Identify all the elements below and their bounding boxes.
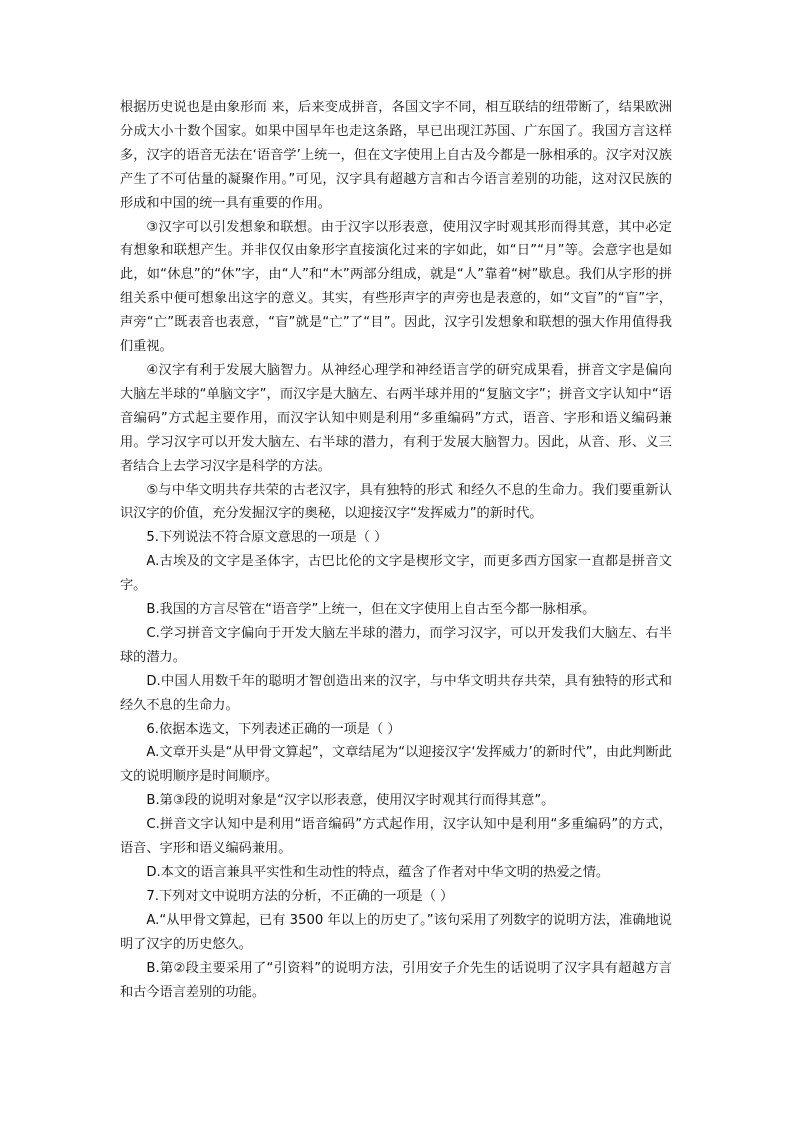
paragraph: 根据历史说也是由象形而 来，后来变成拼音，各国文字不同，相互联结的纽带断了，结果欧洲分成大小十数个国家。如果中国早年也走这条路，早已出现江苏国、广东国了。我国方言这样多，汉字的语音无法在‘语音学’上统一，但在文字使用上自古及今都是一脉相承的。汉字对汉族产生了不可估量的凝聚作用。”可见，汉字具有超越方言和古今语言差别的功能，这对汉民族的形成和中国的统一具有重要的作用。 xyxy=(120,100,672,211)
question-option: B.第③段的说明对象是“汉字以形表意，使用汉字时观其行而得其意”。 xyxy=(146,793,555,809)
question-option: C.拼音文字认知中是利用“语音编码”方式起作用，汉字认知中是利用“多重编码”的方式，语音、字形和语义编码兼用。 xyxy=(120,817,672,857)
paragraph: ⑤与中华文明共存共荣的古老汉字，具有独特的形式 和经久不息的生命力。我们要重新认识汉字的价值，充分发掘汉字的奥秘，以迎接汉字“发挥威力”的新时代。 xyxy=(120,482,672,522)
paragraph: ③汉字可以引发想象和联想。由于汉字以形表意，使用汉字时观其形而得其意，其中必定有想象和联想产生。并非仅仅由象形字直接演化过来的字如此，如“日”“月”等。会意字也是如此，如“休息”的“休”字，由“人”和“木”两部分组成，就是“人”靠着“树”歇息。我们从字形的拼组关系中便可想象出这字的意义。其实，有些形声字的声旁也是表意的，如“文盲”的“盲”字，声旁“亡”既表音也表意，“盲”就是“亡”了“目”。因此，汉字引发想象和联想的强大作用值得我们重视。 xyxy=(120,219,672,355)
question-stem: 7.下列对文中说明方法的分析，不正确的一项是（ ） xyxy=(146,888,454,904)
question-option: A.“从甲骨文算起，已有 3500 年以上的历史了。”该句采用了列数字的说明方法，准确地说明了汉字的历史悠久。 xyxy=(120,912,672,952)
paragraph: ④汉字有利于发展大脑智力。从神经心理学和神经语言学的研究成果看，拼音文字是偏向大脑左半球的“单脑文字”，而汉字是大脑左、右两半球并用的“复脑文字”；拼音文字认知中“语音编码”方式起主要作用，而汉字认知中则是利用“多重编码”方式，语音、字形和语义编码兼用。学习汉字可以开发大脑左、右半球的潜力，有利于发展大脑智力。因此，从音、形、义三者结合上去学习汉字是科学的方法。 xyxy=(120,362,672,474)
question-stem: 5.下列说法不符合原文意思的一项是（ ） xyxy=(146,530,388,546)
question-stem: 6.依据本选文，下列表述正确的一项是（ ） xyxy=(146,721,401,737)
question-option: D.本文的语言兼具平实性和生动性的特点，蕴含了作者对中华文明的热爱之情。 xyxy=(146,865,610,880)
document-body xyxy=(120,96,672,1004)
question-option: B.我国的方言尽管在“语音学”上统一，但在文字使用上自古至今都一脉相承。 xyxy=(146,602,596,618)
question-option: A.文章开头是“从甲骨文算起”，文章结尾为“以迎接汉字‘发挥威力’的新时代”，由此判断此文的说明顺序是时间顺序。 xyxy=(120,745,672,785)
question-option: D.中国人用数千年的聪明才智创造出来的汉字，与中华文明共存共荣，具有独特的形式和经久不息的生命力。 xyxy=(120,673,672,713)
question-option: B.第②段主要采用了“引资料”的说明方法，引用安子介先生的话说明了汉字具有超越方言和古今语言差别的功能。 xyxy=(120,960,672,1000)
question-option: A.古埃及的文字是圣体字，古巴比伦的文字是楔形文字，而更多西方国家一直都是拼音文字。 xyxy=(120,554,672,594)
question-option: C.学习拼音文字偏向于开发大脑左半球的潜力，而学习汉字，可以开发我们大脑左、右半球的潜力。 xyxy=(120,625,672,665)
